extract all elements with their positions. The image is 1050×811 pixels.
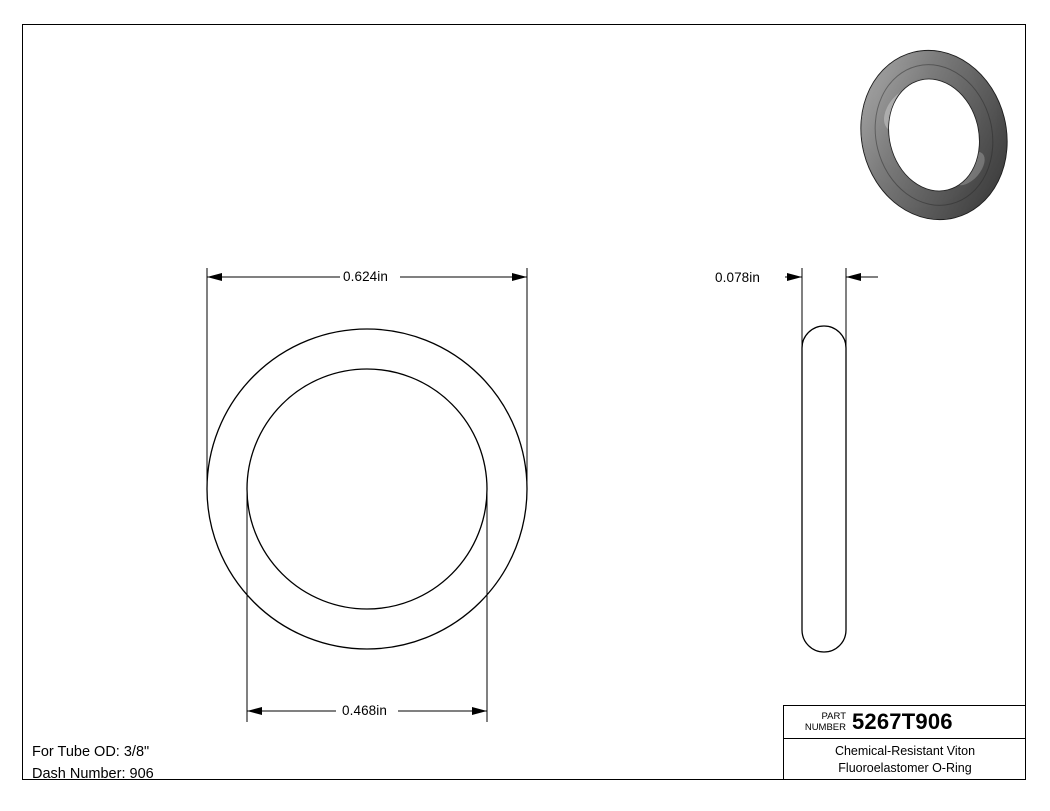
outer-diameter-label: 0.624in <box>343 269 388 284</box>
note-dash-number: Dash Number: 906 <box>32 766 154 782</box>
part-number-caption-line2: NUMBER <box>804 722 846 733</box>
part-description-line1: Chemical-Resistant Viton <box>834 744 976 758</box>
part-description <box>784 739 1026 777</box>
part-number-caption <box>784 711 852 733</box>
title-block <box>783 705 1026 780</box>
title-block-part-row <box>784 706 1026 739</box>
inner-diameter-label: 0.468in <box>342 703 387 718</box>
part-description-line2: Fluoroelastomer O-Ring <box>838 761 972 775</box>
note-tube-od: For Tube OD: 3/8" <box>32 744 150 760</box>
part-number-value: 5267T906 <box>852 709 953 734</box>
sheet-border <box>22 24 1026 780</box>
drawing-notes <box>32 741 154 785</box>
thickness-label: 0.078in <box>715 270 760 285</box>
part-number-caption-line1: PART <box>821 711 846 722</box>
